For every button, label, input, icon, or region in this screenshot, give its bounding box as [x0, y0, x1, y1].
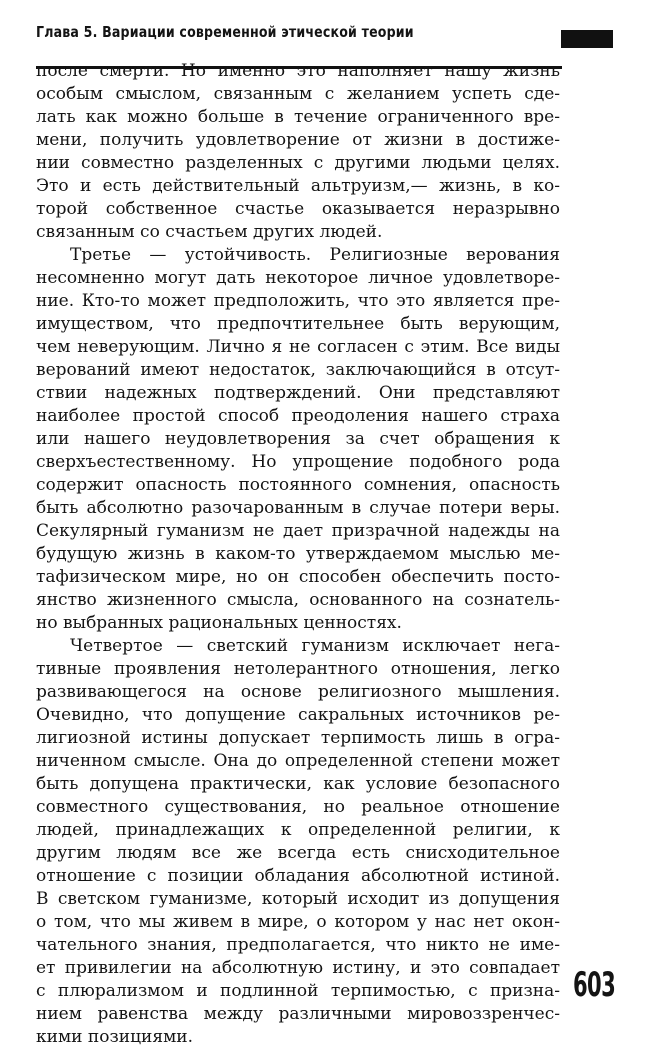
text-line: после смерти. Но именно это наполняет нашу жизнь	[36, 61, 560, 81]
text-line: быть допущена практически, как условие безопасного	[36, 774, 560, 794]
text-line: В светском гуманизме, который исходит из допущения	[36, 889, 560, 909]
text-line: ствии надежных подтверждений. Они представляют	[36, 383, 560, 403]
text-line: наиболее простой способ преодоления нашего страха	[36, 406, 560, 426]
text-line: торой собственное счастье оказывается неразрывно	[36, 199, 560, 219]
text-line: чем неверующим. Лично я не согласен с этим. Все виды	[36, 337, 560, 357]
running-header	[36, 22, 613, 48]
page-number: 603	[573, 965, 616, 1005]
text-line: нии совместно разделенных с другими людьми целях.	[36, 153, 560, 173]
text-line: чательного знания, предполагается, что никто не име-	[36, 935, 560, 955]
text-line: о том, что мы живем в мире, о котором у нас нет окон-	[36, 912, 560, 932]
text-line: людей, принадлежащих к определенной религии, к	[36, 820, 560, 840]
text-line: развивающегося на основе религиозного мышления.	[36, 682, 560, 702]
text-line: сверхъестественному. Но упрощение подобного рода	[36, 452, 560, 472]
text-line: ние. Кто-то может предположить, что это является пре-	[36, 291, 560, 311]
paragraph-start-line: Третье — устойчивость. Религиозные верования	[70, 245, 560, 265]
text-line: лигиозной истины допускает терпимость лишь в огра-	[36, 728, 560, 748]
text-line: быть абсолютно разочарованным в случае потери веры.	[36, 498, 560, 518]
text-line: янство жизненного смысла, основанного на сознатель-	[36, 590, 560, 610]
text-line: с плюрализмом и подлинной терпимостью, с призна-	[36, 981, 560, 1001]
text-line: ниченном смысле. Она до определенной степени может	[36, 751, 560, 771]
text-line: отношение с позиции обладания абсолютной истиной.	[36, 866, 560, 886]
text-line: несомненно могут дать некоторое личное удовлетворе-	[36, 268, 560, 288]
text-line: тафизическом мире, но он способен обеспечить посто-	[36, 567, 560, 587]
text-line: Очевидно, что допущение сакральных источников ре-	[36, 705, 560, 725]
text-line: мени, получить удовлетворение от жизни в достиже-	[36, 130, 560, 150]
text-line: Это и есть действительный альтруизм,— жизнь, в ко-	[36, 176, 560, 196]
text-line: Секулярный гуманизм не дает призрачной надежды на	[36, 521, 560, 541]
text-line: тивные проявления нетолерантного отношения, легко	[36, 659, 560, 679]
text-line: кими позициями.	[36, 1027, 194, 1047]
text-line: содержит опасность постоянного сомнения, опасность	[36, 475, 560, 495]
text-line: особым смыслом, связанным с желанием успеть сде-	[36, 84, 560, 104]
text-line: связанным со счастьем других людей.	[36, 222, 383, 242]
body-text	[36, 60, 560, 1049]
text-line: будущую жизнь в каком-то утверждаемом мыслью ме-	[36, 544, 560, 564]
text-line: или нашего неудовлетворения за счет обращения к	[36, 429, 560, 449]
text-line: совместного существования, но реальное отношение	[36, 797, 560, 817]
text-line: лать как можно больше в течение ограниченного вре-	[36, 107, 560, 127]
header-black-tab	[561, 30, 613, 48]
text-line: другим людям все же всегда есть снисходительное	[36, 843, 560, 863]
text-line: верований имеют недостаток, заключающийся в отсут-	[36, 360, 560, 380]
chapter-title: Глава 5. Вариации современной этической теории	[36, 23, 414, 41]
text-line: нием равенства между различными мировоззренчес-	[36, 1004, 560, 1024]
text-line: ет привилегии на абсолютную истину, и это совпадает	[36, 958, 560, 978]
text-line: но выбранных рациональных ценностях.	[36, 613, 402, 633]
text-line: имуществом, что предпочтительнее быть верующим,	[36, 314, 560, 334]
paragraph-start-line: Четвертое — светский гуманизм исключает нега-	[70, 636, 560, 656]
